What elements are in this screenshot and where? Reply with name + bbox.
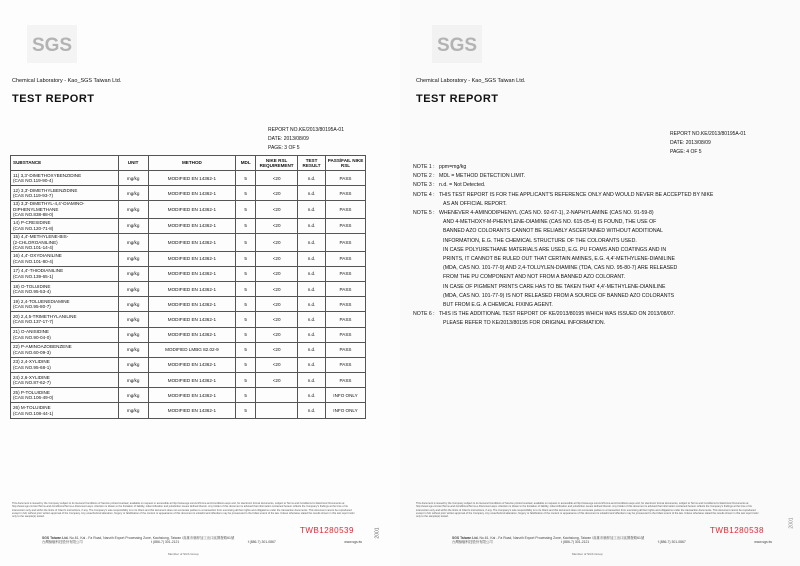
report-reference xyxy=(268,126,344,153)
substance-line: 22) P-AMINOAZOBENZENE xyxy=(13,344,72,350)
company-website[interactable]: www.sgs.tw xyxy=(754,540,772,545)
cell-mdl: 5 xyxy=(236,312,256,327)
cell-pass-fail: PASS xyxy=(326,312,366,327)
cell-requirement: <20 xyxy=(256,281,298,296)
document-code: TWB1280538 xyxy=(710,526,764,535)
note-4-continued: AS AN OFFICIAL REPORT. xyxy=(443,200,507,207)
table-row xyxy=(11,312,366,327)
substance-line: (CAS NO.139-65-1) xyxy=(13,273,54,279)
note-5-line: FROM THE PU COMPONENT AND NOT FROM A BANNED AZO COLORANT. xyxy=(443,274,626,281)
report-number: REPORT NO.KE/2013/80195A-01 xyxy=(268,127,344,133)
company-name: SGS Taiwan Ltd. xyxy=(42,536,69,540)
cell-unit: mg/kg xyxy=(118,201,148,219)
cell-mdl: 5 xyxy=(236,373,256,388)
cell-result: n.d. xyxy=(298,201,326,219)
substance-line: (CAS NO.106-49-0) xyxy=(13,395,54,401)
cell-substance xyxy=(11,251,119,266)
note-6-continued: PLEASE REFER TO KE/2013/80195 FOR ORIGINAL INFORMATION. xyxy=(443,320,606,327)
substance-line: (CAS NO.101-80-4) xyxy=(13,258,54,264)
substance-line: (2-CHLOROANILINE) xyxy=(13,239,58,245)
cell-method: MODIFIED EN 14362-1 xyxy=(148,297,236,312)
cell-mdl: 5 xyxy=(236,266,256,281)
note-3: NOTE 3 : n.d. = Not Detected. xyxy=(413,182,486,189)
cell-result: n.d. xyxy=(298,186,326,201)
substance-line: (CAS NO.90-04-0) xyxy=(13,334,51,340)
cell-requirement: <20 xyxy=(256,342,298,357)
cell-substance xyxy=(11,312,119,327)
side-number: 2001 xyxy=(374,527,381,539)
report-number: REPORT NO.KE/2013/80195A-01 xyxy=(670,131,746,137)
cell-method: MODIFIED EN 14362-1 xyxy=(148,234,236,252)
cell-result: n.d. xyxy=(298,327,326,342)
note-5-line: IN CASE OF PIGMENT PRINTS CARE HAS TO BE TAKEN THAT 4,4'-METHYLENE-DIANILINE xyxy=(443,283,666,290)
table-header-row xyxy=(11,156,366,171)
cell-mdl: 5 xyxy=(236,327,256,342)
substance-line: 17) 4,4'-THIODIANILINE xyxy=(13,268,64,274)
cell-unit: mg/kg xyxy=(118,357,148,372)
cell-requirement xyxy=(256,403,298,418)
cell-requirement: <20 xyxy=(256,357,298,372)
cell-unit: mg/kg xyxy=(118,218,148,233)
notes-section xyxy=(413,163,793,329)
cell-requirement: <20 xyxy=(256,297,298,312)
company-fax: f (886-7) 301-0867 xyxy=(247,540,276,545)
svg-text:SGS: SGS xyxy=(436,35,478,56)
table-row xyxy=(11,373,366,388)
header-unit: UNIT xyxy=(118,156,148,171)
note-5-line: (MDA, CAS NO. 101-77-9) IS NOT RELEASED FROM A SOURCE OF BANNED AZO COLORANTS xyxy=(443,292,675,299)
substance-line: (CAS NO.95-68-1) xyxy=(13,364,51,370)
substance-line: (CAS NO.60-09-3) xyxy=(13,349,51,355)
substance-line: 23) 2,4-XYLIDINE xyxy=(13,359,50,365)
cell-method: MODIFIED EN 14362-1 xyxy=(148,373,236,388)
cell-method: MODIFIED EN 14362-1 xyxy=(148,186,236,201)
table-row xyxy=(11,234,366,252)
substance-line: 20) 2,4,5-TRIMETHYLANILINE xyxy=(13,313,77,319)
header-mdl: MDL xyxy=(236,156,256,171)
header-nike-rsl: NIKE RSL REQUIREMENT xyxy=(256,156,298,171)
note-2: NOTE 2 : MDL = METHOD DETECTION LIMIT. xyxy=(413,173,526,180)
note-6: NOTE 6 : THIS IS THE ADDITIONAL TEST REPORT OF KE/2013/80195 WHICH WAS ISSUED ON 2013/08/07. xyxy=(413,311,676,318)
cell-unit: mg/kg xyxy=(118,403,148,418)
cell-method: MODIFIED EN 14362-1 xyxy=(148,266,236,281)
table-row xyxy=(11,251,366,266)
cell-pass-fail: PASS xyxy=(326,251,366,266)
cell-unit: mg/kg xyxy=(118,327,148,342)
lab-name: Chemical Laboratory - Kao_SGS Taiwan Ltd. xyxy=(416,78,526,84)
table-row xyxy=(11,357,366,372)
cell-result: n.d. xyxy=(298,403,326,418)
cell-result: n.d. xyxy=(298,218,326,233)
cell-result: n.d. xyxy=(298,297,326,312)
member-of-group: Member of SGS Group xyxy=(168,552,199,556)
page-title: TEST REPORT xyxy=(416,93,499,105)
cell-unit: mg/kg xyxy=(118,388,148,403)
substance-line: 26) M-TOLUIDINE xyxy=(13,405,51,411)
cell-method: MODIFIED EN 14362-1 xyxy=(148,312,236,327)
table-row xyxy=(11,266,366,281)
cell-substance xyxy=(11,342,119,357)
cell-mdl: 5 xyxy=(236,218,256,233)
cell-pass-fail: PASS xyxy=(326,342,366,357)
note-5-line: AND 4-METHOXY-M-PHENYLENE-DIAMINE (CAS NO. 615-05-4) IS FOUND, THE USE OF xyxy=(443,219,657,226)
substance-line: (CAS NO.87-62-7) xyxy=(13,380,51,386)
cell-unit: mg/kg xyxy=(118,234,148,252)
substance-line: (CAS NO.137-17-7) xyxy=(13,319,54,325)
cell-pass-fail: INFO ONLY xyxy=(326,403,366,418)
cell-method: MODIFIED EN 14362-1 xyxy=(148,388,236,403)
note-1: NOTE 1 : ppm=mg/kg xyxy=(413,164,467,170)
cell-unit: mg/kg xyxy=(118,186,148,201)
cell-requirement: <20 xyxy=(256,251,298,266)
company-phone: t (886-7) 301-2121 xyxy=(151,540,180,545)
substance-line: 11) 3,3'-DIMETHOXYBENZIDINE xyxy=(13,172,82,178)
svg-text:SGS: SGS xyxy=(31,35,73,56)
cell-requirement: <20 xyxy=(256,186,298,201)
cell-substance xyxy=(11,403,119,418)
cell-result: n.d. xyxy=(298,342,326,357)
cell-result: n.d. xyxy=(298,357,326,372)
cell-method: MODIFIED EN 14362-1 xyxy=(148,251,236,266)
cell-pass-fail: PASS xyxy=(326,281,366,296)
report-reference xyxy=(670,130,746,157)
header-method: METHOD xyxy=(148,156,236,171)
cell-requirement: <20 xyxy=(256,171,298,186)
cell-result: n.d. xyxy=(298,234,326,252)
substance-line: 19) 2,4-TOLUENEDIAMINE xyxy=(13,298,70,304)
report-date: DATE: 2013/08/09 xyxy=(670,140,711,146)
substance-line: (CAS NO.119-93-7) xyxy=(13,193,53,199)
substance-line: 12) 3,3'-DIMETHYLBENZIDINE xyxy=(13,187,78,193)
cell-pass-fail: PASS xyxy=(326,357,366,372)
substance-line: (CAS NO.95-80-7) xyxy=(13,304,51,310)
cell-substance xyxy=(11,171,119,186)
cell-result: n.d. xyxy=(298,266,326,281)
cell-substance xyxy=(11,218,119,233)
table-row xyxy=(11,281,366,296)
cell-method: MODIFIED EN 14362-1 xyxy=(148,327,236,342)
cell-unit: mg/kg xyxy=(118,312,148,327)
cell-requirement: <20 xyxy=(256,234,298,252)
cell-pass-fail: PASS xyxy=(326,373,366,388)
cell-pass-fail: PASS xyxy=(326,218,366,233)
cell-method: MODIFIED LMBG 82.02-9 xyxy=(148,342,236,357)
cell-result: n.d. xyxy=(298,312,326,327)
note-5-line: BUT FROM E.G. A CHEMICAL FIXING AGENT. xyxy=(443,302,553,309)
header-substance: SUBSTANCE xyxy=(11,156,119,171)
table-body xyxy=(11,171,366,419)
substance-line: 24) 2,6-XYLIDINE xyxy=(13,374,50,380)
cell-unit: mg/kg xyxy=(118,281,148,296)
substance-line: (CAS NO.120-71-8) xyxy=(13,225,54,231)
report-date: DATE: 2013/08/09 xyxy=(268,136,309,142)
cell-substance xyxy=(11,234,119,252)
company-website[interactable]: www.sgs.tw xyxy=(344,540,362,545)
substance-line: 15) 4,4'-METHYLENE-BIS- xyxy=(13,234,69,240)
cell-pass-fail: PASS xyxy=(326,266,366,281)
substance-line: (CAS NO.95-53-4) xyxy=(13,289,51,295)
substance-line: (CAS NO.108-44-1) xyxy=(13,410,54,416)
cell-result: n.d. xyxy=(298,373,326,388)
cell-substance xyxy=(11,297,119,312)
note-4: NOTE 4 : THIS TEST REPORT IS FOR THE APPLICANT'S REFERENCE ONLY AND WOULD NEVER BE ACCEPTED BY NIKE xyxy=(413,191,714,198)
member-of-group: Member of SGS Group xyxy=(572,552,603,556)
cell-requirement: <20 xyxy=(256,312,298,327)
note-5-lines xyxy=(413,218,793,310)
cell-requirement: <20 xyxy=(256,201,298,219)
substance-line: DIPHENYLMETHANE xyxy=(13,206,59,212)
cell-result: n.d. xyxy=(298,171,326,186)
sgs-logo xyxy=(432,25,482,63)
table-row xyxy=(11,171,366,186)
side-number: 2001 xyxy=(788,517,795,529)
cell-mdl: 5 xyxy=(236,342,256,357)
cell-requirement: <20 xyxy=(256,327,298,342)
cell-pass-fail: PASS xyxy=(326,297,366,312)
cell-mdl: 5 xyxy=(236,251,256,266)
substance-line: (CAS NO.101-14-4) xyxy=(13,245,54,251)
cell-substance xyxy=(11,201,119,219)
cell-unit: mg/kg xyxy=(118,251,148,266)
company-address: No.61, Kai - Fa Road, Nanzih Export Processing Zone, Kaohsiung, Taiwan /高雄市楠梓加工出口區開發路61號 xyxy=(69,536,235,540)
table-row xyxy=(11,342,366,357)
cell-method: MODIFIED EN 14362-1 xyxy=(148,171,236,186)
note-5-line: IN CASE POLYURETHANE MATERIALS ARE USED, E.G. PU FOAMS AND COATINGS AND IN xyxy=(443,246,667,253)
cell-pass-fail: PASS xyxy=(326,327,366,342)
company-phone: t (886-7) 301-2121 xyxy=(561,540,590,545)
cell-method: MODIFIED EN 14362-1 xyxy=(148,281,236,296)
cell-substance xyxy=(11,186,119,201)
company-name-cn: 台灣檢驗科技股份有限公司 xyxy=(452,540,493,545)
cell-result: n.d. xyxy=(298,251,326,266)
cell-mdl: 5 xyxy=(236,297,256,312)
cell-mdl: 5 xyxy=(236,201,256,219)
table-row xyxy=(11,403,366,418)
company-name: SGS Taiwan Ltd. xyxy=(452,536,479,540)
cell-method: MODIFIED EN 14362-1 xyxy=(148,201,236,219)
cell-method: MODIFIED EN 14362-1 xyxy=(148,357,236,372)
disclaimer-text: This document is issued by the Company subject to its General Conditions of Service printed overleaf, available on request or accessible at http://www.sgs.com/en/Terms-and-Conditions.aspx and, for electronic format documents, subject to Terms and Conditions for Electronic Documents at http://www.sgs.com/en/Terms-and-Conditions/Terms-e-Document.aspx. Attention is drawn to the limitation of liability, indemnification and jurisdiction issues defined therein. Any holder of this document is advised that information contained hereon reflects the Company's findings at the time of its intervention only and within the limits of Client's instructions, if any. The Company's sole responsibility is to its Client and this document does not exonerate parties to a transaction from exercising all their rights and obligations under the transaction documents. This document cannot be reproduced except in full, without prior written approval of the Company. Any unauthorized alteration, forgery or falsification of the content or appearance of this document is unlawful and offenders may be prosecuted to the fullest extent of the law. Unless otherwise stated the results shown in this test report refer only to the sample(s) tested. xyxy=(416,502,759,519)
cell-pass-fail: PASS xyxy=(326,201,366,219)
cell-method: MODIFIED EN 14362-1 xyxy=(148,403,236,418)
note-5-line: PRINTS, IT CANNOT BE RULED OUT THAT CERTAIN AMINES, E.G. 4,4'-METHYLENE-DIANILINE xyxy=(443,256,675,263)
cell-pass-fail: PASS xyxy=(326,234,366,252)
company-address-block xyxy=(452,536,772,544)
page-title: TEST REPORT xyxy=(12,93,95,105)
table-row xyxy=(11,218,366,233)
header-pass-fail: PASS/FAIL NIKE RSL xyxy=(326,156,366,171)
substance-line: (CAS NO.838-88-0) xyxy=(13,212,54,218)
company-address: No.61, Kai - Fa Road, Nanzih Export Processing Zone, Kaohsiung, Taiwan /高雄市楠梓加工出口區開發路61號 xyxy=(479,536,645,540)
company-fax: f (886-7) 301-0867 xyxy=(657,540,686,545)
cell-unit: mg/kg xyxy=(118,171,148,186)
table-row xyxy=(11,186,366,201)
cell-unit: mg/kg xyxy=(118,297,148,312)
page-number: PAGE: 4 OF 5 xyxy=(670,149,702,155)
company-address-block xyxy=(42,536,362,544)
table-row xyxy=(11,201,366,219)
note-5-line: INFORMATION, E.G. THE CHEMICAL STRUCTURE OF THE COLORANTS USED. xyxy=(443,237,637,244)
cell-unit: mg/kg xyxy=(118,266,148,281)
cell-substance xyxy=(11,327,119,342)
cell-mdl: 5 xyxy=(236,357,256,372)
cell-mdl: 5 xyxy=(236,186,256,201)
substance-line: 14) P-CRESIDINE xyxy=(13,220,51,226)
note-5-line: (MDA, CAS NO. 101-77-9) AND 2,4-TOLUYLEN-DIAMINE (TDA, CAS NO. 95-80-7) ARE RELEASED xyxy=(443,265,678,272)
cell-pass-fail: PASS xyxy=(326,171,366,186)
note-5-line: BANNED AZO COLORANTS CANNOT BE RELIABLY ASCERTAINED WITHOUT ADDITIONAL xyxy=(443,228,663,235)
note-5: NOTE 5 : WHENEVER 4-AMINODIPHENYL (CAS NO. 92-67-1), 2-NAPHYLAMINE (CAS NO. 91-59-8) xyxy=(413,210,654,217)
report-page-4 xyxy=(400,0,800,566)
substance-line: 13) 3,3'-DIMETHYL-4,4'-DIAMINO- xyxy=(13,201,85,207)
cell-mdl: 5 xyxy=(236,281,256,296)
substance-line: 25) P-TOLUIDINE xyxy=(13,389,50,395)
substance-line: 21) O-ANISIDINE xyxy=(13,329,49,335)
cell-mdl: 5 xyxy=(236,403,256,418)
cell-substance xyxy=(11,281,119,296)
cell-requirement: <20 xyxy=(256,218,298,233)
lab-name: Chemical Laboratory - Kao_SGS Taiwan Ltd. xyxy=(12,78,122,84)
cell-result: n.d. xyxy=(298,281,326,296)
cell-unit: mg/kg xyxy=(118,342,148,357)
table-row xyxy=(11,327,366,342)
cell-requirement: <20 xyxy=(256,266,298,281)
cell-requirement xyxy=(256,388,298,403)
substance-line: (CAS NO.119-90-4) xyxy=(13,178,53,184)
page-number: PAGE: 3 OF 5 xyxy=(268,145,300,151)
cell-substance xyxy=(11,373,119,388)
cell-substance xyxy=(11,357,119,372)
company-name-cn: 台灣檢驗科技股份有限公司 xyxy=(42,540,83,545)
header-test-result: TEST RESULT xyxy=(298,156,326,171)
table-row xyxy=(11,297,366,312)
document-code: TWB1280539 xyxy=(300,526,354,535)
cell-unit: mg/kg xyxy=(118,373,148,388)
cell-requirement: <20 xyxy=(256,373,298,388)
disclaimer-text: This document is issued by the Company subject to its General Conditions of Service printed overleaf, available on request or accessible at http://www.sgs.com/en/Terms-and-Conditions.aspx and, for electronic format documents, subject to Terms and Conditions for Electronic Documents at http://www.sgs.com/en/Terms-and-Conditions/Terms-e-Document.aspx. Attention is drawn to the limitation of liability, indemnification and jurisdiction issues defined therein. Any holder of this document is advised that information contained hereon reflects the Company's findings at the time of its intervention only and within the limits of Client's instructions, if any. The Company's sole responsibility is to its Client and this document does not exonerate parties to a transaction from exercising all their rights and obligations under the transaction documents. This document cannot be reproduced except in full, without prior written approval of the Company. Any unauthorized alteration, forgery or falsification of the content or appearance of this document is unlawful and offenders may be prosecuted to the fullest extent of the law. Unless otherwise stated the results shown in this test report refer only to the sample(s) tested. xyxy=(12,502,355,519)
substance-line: 18) O-TOLUIDINE xyxy=(13,283,51,289)
substance-line: 16) 4,4'-OXYDIANILINE xyxy=(13,253,62,259)
cell-mdl: 5 xyxy=(236,171,256,186)
results-table xyxy=(10,155,366,419)
cell-method: MODIFIED EN 14362-1 xyxy=(148,218,236,233)
cell-result: n.d. xyxy=(298,388,326,403)
cell-pass-fail: PASS xyxy=(326,186,366,201)
cell-mdl: 5 xyxy=(236,388,256,403)
table-row xyxy=(11,388,366,403)
sgs-logo xyxy=(27,25,77,63)
cell-substance xyxy=(11,388,119,403)
cell-mdl: 5 xyxy=(236,234,256,252)
cell-substance xyxy=(11,266,119,281)
cell-pass-fail: INFO ONLY xyxy=(326,388,366,403)
